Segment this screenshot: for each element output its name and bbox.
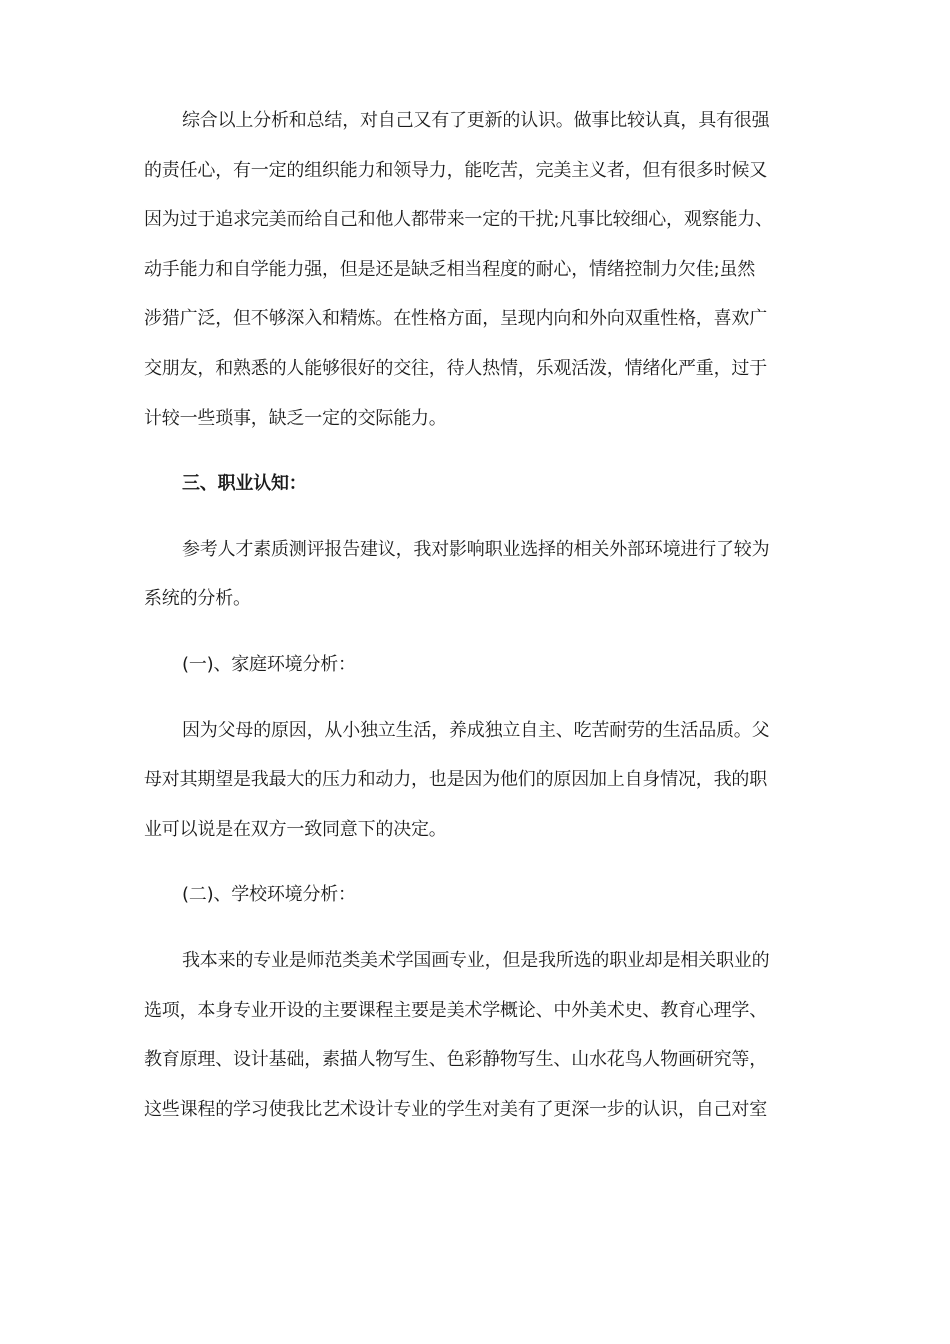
subheading-family-environment: (一)、家庭环境分析：: [182, 653, 356, 675]
paragraph-line: 系统的分析。: [144, 588, 251, 610]
document-body: [144, 96, 820, 1134]
paragraph-line: 综合以上分析和总结，对自己又有了更新的认识。做事比较认真，具有很强: [182, 110, 770, 131]
paragraph-line: 业可以说是在双方一致同意下的决定。: [144, 818, 447, 840]
paragraph-line: 参考人才素质测评报告建议，我对影响职业选择的相关外部环境进行了较为: [182, 538, 770, 560]
paragraph-family-environment: [144, 706, 820, 855]
section-heading-career-cognition: 三、职业认知：: [182, 473, 307, 495]
paragraph-line: 这些课程的学习使我比艺术设计专业的学生对美有了更深一步的认识，自己对室: [144, 1098, 767, 1120]
paragraph-line: 计较一些琐事，缺乏一定的交际能力。: [144, 407, 447, 429]
paragraph-line: 交朋友，和熟悉的人能够很好的交往，待人热情，乐观活泼，情绪化严重，过于: [144, 357, 767, 379]
paragraph-line: 动手能力和自学能力强，但是还是缺乏相当程度的耐心，情绪控制力欠佳;虽然: [144, 258, 756, 280]
paragraph-line: 涉猎广泛，但不够深入和精炼。在性格方面，呈现内向和外向双重性格，喜欢广: [144, 308, 767, 330]
paragraph-line: 因为过于追求完美而给自己和他人都带来一定的干扰;凡事比较细心，观察能力、: [144, 209, 773, 231]
paragraph-line: 教育原理、设计基础，素描人物写生、色彩静物写生、山水花鸟人物画研究等，: [144, 1049, 767, 1071]
paragraph-self-assessment: [144, 96, 820, 443]
paragraph-line: 我本来的专业是师范类美术学国画专业，但是我所选的职业却是相关职业的: [182, 949, 770, 971]
paragraph-line: 因为父母的原因，从小独立生活，养成独立自主、吃苦耐劳的生活品质。父: [182, 719, 770, 741]
paragraph-line: 的责任心，有一定的组织能力和领导力，能吃苦，完美主义者，但有很多时候又: [144, 159, 767, 181]
paragraph-school-environment: [144, 936, 820, 1134]
paragraph-analysis-intro: [144, 525, 820, 624]
paragraph-line: 母对其期望是我最大的压力和动力，也是因为他们的原因加上自身情况，我的职: [144, 769, 767, 791]
paragraph-line: 选项，本身专业开设的主要课程主要是美术学概论、中外美术史、教育心理学、: [144, 999, 767, 1021]
subheading-school-environment: (二)、学校环境分析：: [182, 884, 356, 906]
